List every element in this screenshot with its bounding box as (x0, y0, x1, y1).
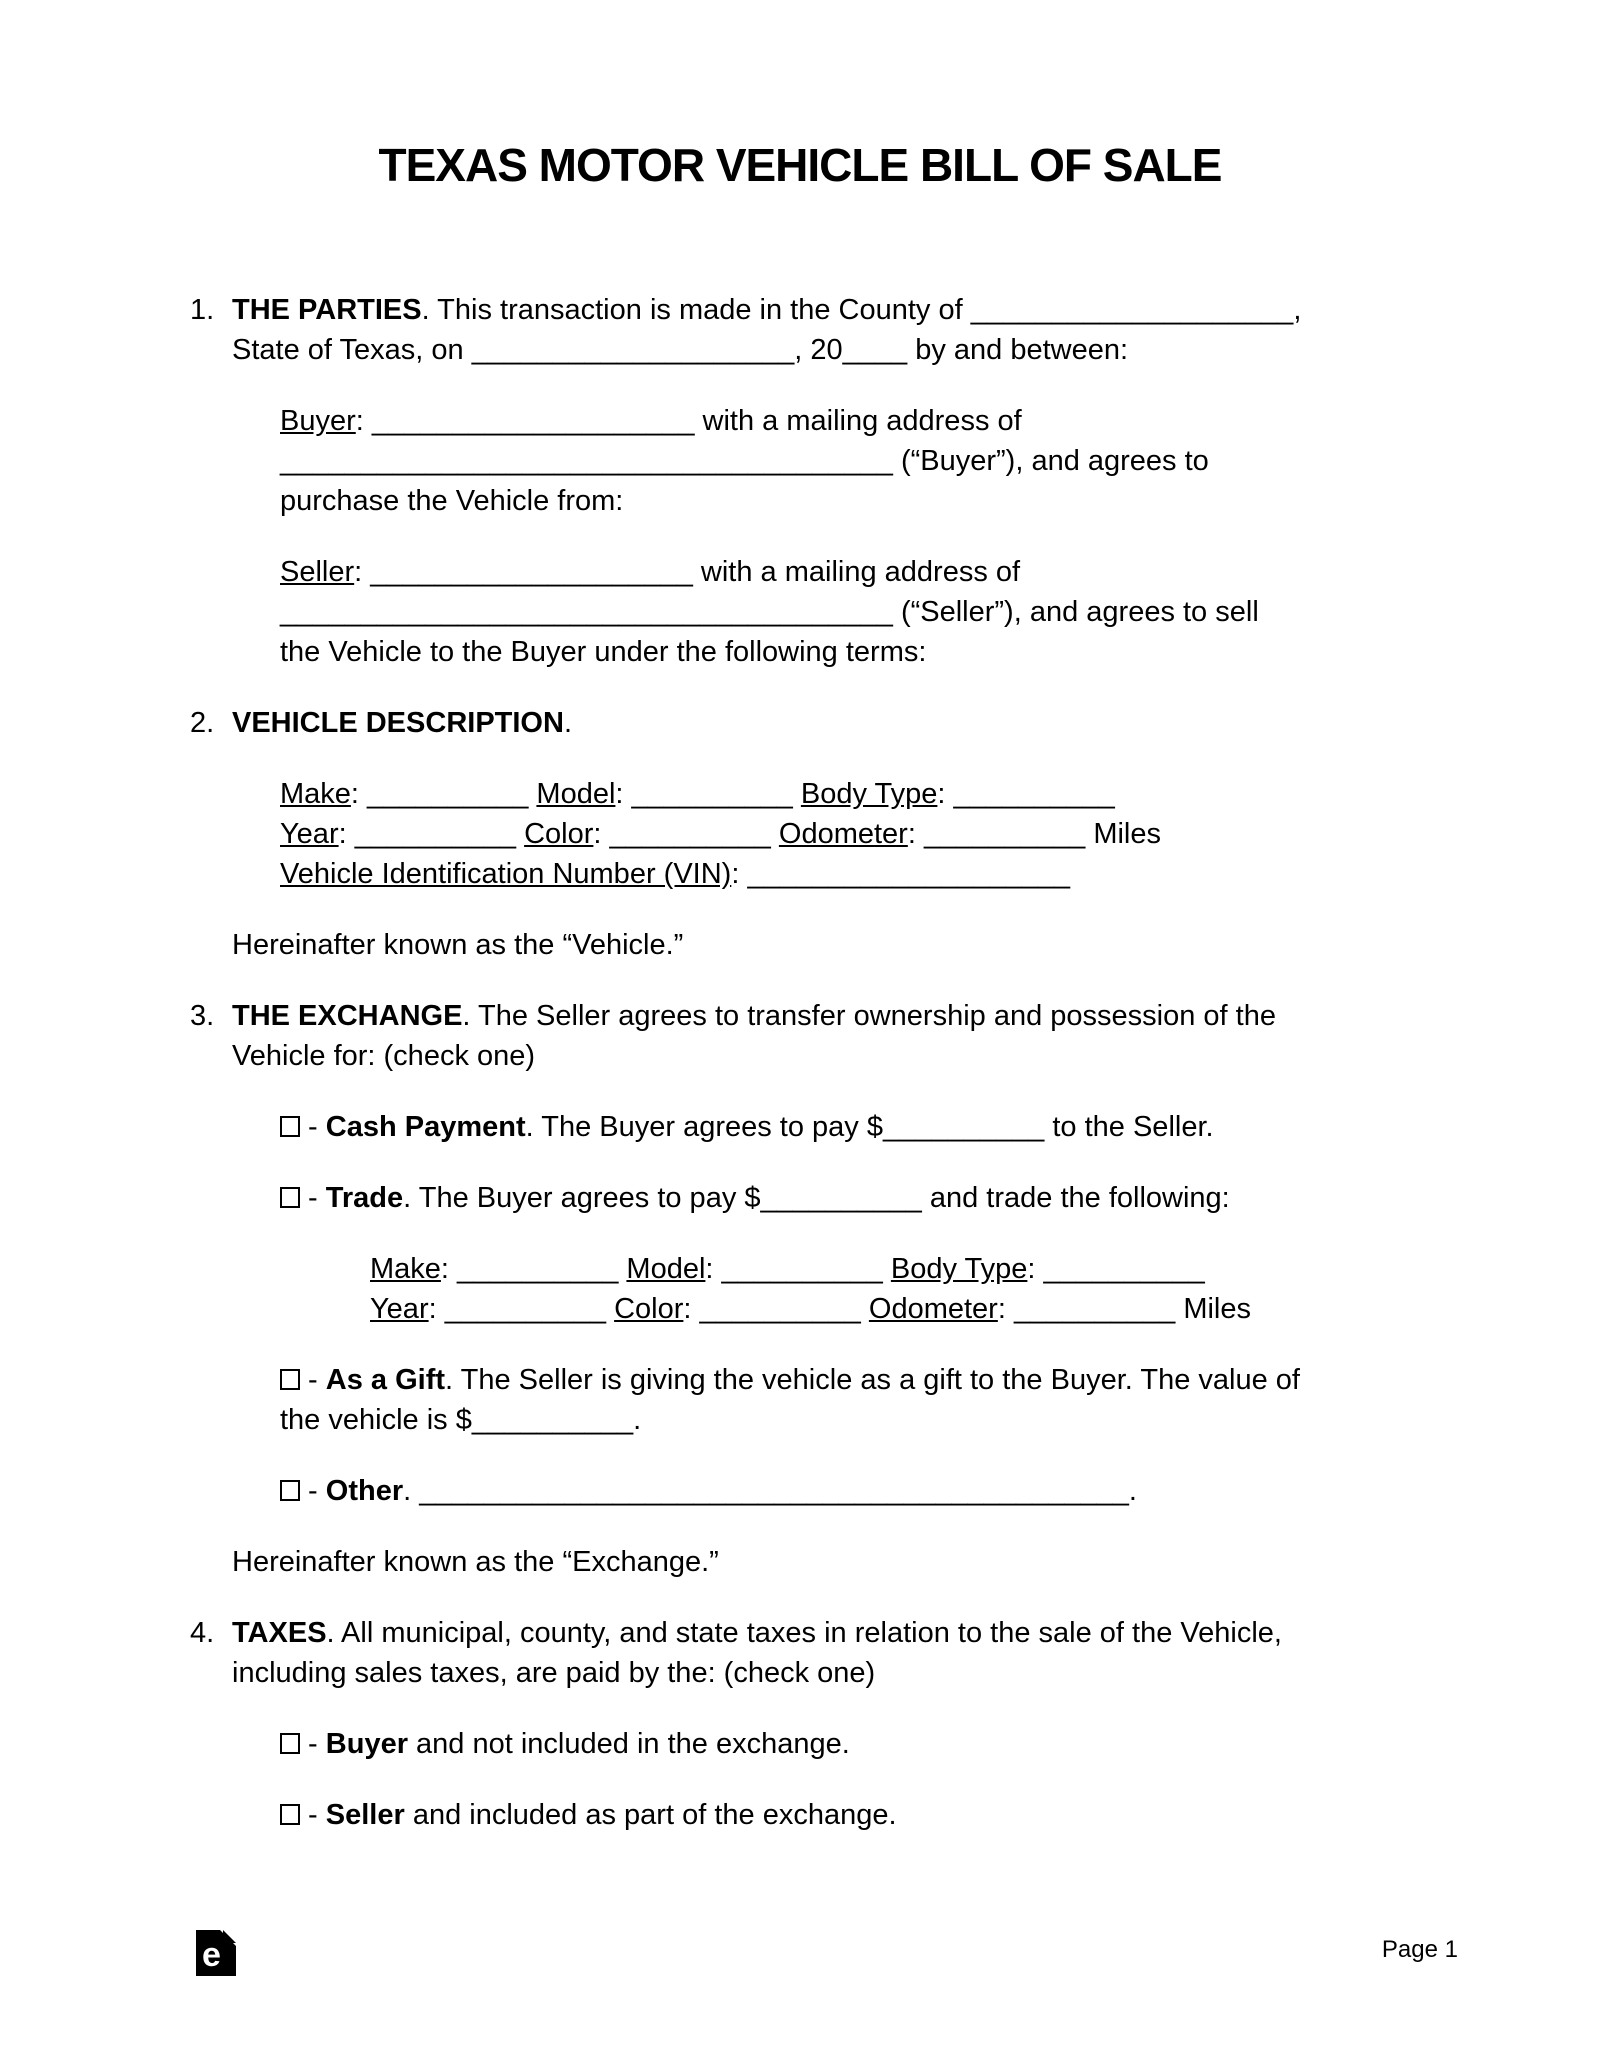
text-run: Cash Payment (325, 1111, 526, 1143)
blank-field: ______________________________________ (280, 445, 893, 477)
text-line (280, 592, 1450, 632)
text-run: and trade the following: (921, 1182, 1230, 1214)
blank-field: __________ (760, 1182, 922, 1214)
text-run: : (937, 778, 954, 810)
text-run: . (633, 1404, 642, 1436)
text-run: Seller (325, 1799, 405, 1831)
text-run: with a mailing address of (692, 556, 1021, 588)
text-line (280, 1178, 1450, 1218)
blank-field: ____________________ (471, 334, 795, 366)
buyer-paragraph (280, 401, 1450, 521)
text-run: : (440, 1253, 458, 1285)
text-run: : (705, 1253, 722, 1285)
text-line (232, 703, 1450, 743)
text-line (280, 1795, 1450, 1835)
blank-field: ____________________________________________ (419, 1475, 1129, 1507)
text-run: Model (626, 1253, 706, 1285)
text-run: - (300, 1799, 326, 1831)
section-text (232, 1613, 1450, 1693)
text-line (280, 481, 1450, 521)
text-line (280, 814, 1450, 854)
text-line (232, 925, 1450, 965)
blank-field: __________ (953, 778, 1115, 810)
text-run: . The Buyer agrees to pay $ (525, 1111, 883, 1143)
text-run: Body Type (800, 778, 938, 810)
text-run: - (300, 1364, 326, 1396)
text-line (232, 290, 1450, 330)
checkbox[interactable] (280, 1116, 300, 1137)
text-line (280, 854, 1450, 894)
section-1-the-parties (190, 290, 1450, 370)
text-line (280, 774, 1450, 814)
blank-field: __________ (923, 818, 1086, 850)
text-run: Miles (1085, 818, 1161, 850)
text-run: : (731, 858, 748, 890)
text-run: Hereinafter known as the “Exchange.” (232, 1546, 719, 1578)
section-number: 4. (190, 1617, 215, 1649)
logo-fold-icon (223, 1930, 236, 1943)
seller-paragraph (280, 552, 1450, 672)
text-run: Model (536, 778, 616, 810)
blank-field: __________ (721, 1253, 883, 1285)
text-run: , 20 (794, 334, 843, 366)
text-run: - (300, 1475, 326, 1507)
text-run: - (300, 1182, 326, 1214)
text-run: . The Buyer agrees to pay $ (403, 1182, 761, 1214)
text-run: : (354, 556, 371, 588)
text-run: State of Texas, on (232, 334, 472, 366)
section-3-the-exchange (190, 996, 1450, 1076)
text-line (280, 1360, 1450, 1400)
text-run: . This transaction is made in the County of (421, 294, 971, 326)
text-run: Trade (325, 1182, 404, 1214)
taxes-buyer-option (280, 1724, 1450, 1764)
text-line (232, 996, 1450, 1036)
blank-field: ______________________________________ (280, 596, 893, 628)
text-line (370, 1249, 1450, 1289)
text-run: . All municipal, county, and state taxes in relation to the sale of the Vehicle, (326, 1617, 1282, 1649)
text-run: : (338, 818, 355, 850)
blank-field: __________ (1043, 1253, 1205, 1285)
text-run: THE EXCHANGE (232, 1000, 463, 1032)
text-line (280, 632, 1450, 672)
blank-field: __________ (699, 1293, 861, 1325)
page-number: Page 1 (1381, 1936, 1458, 1963)
text-run: : (1027, 1253, 1044, 1285)
text-run: Other (325, 1475, 404, 1507)
text-run: Hereinafter known as the “Vehicle.” (232, 929, 684, 961)
checkbox[interactable] (280, 1369, 300, 1390)
text-line (280, 1400, 1450, 1440)
text-run: : (350, 778, 368, 810)
text-line (280, 1471, 1450, 1511)
text-run: TAXES (232, 1617, 327, 1649)
blank-field: __________ (457, 1253, 619, 1285)
text-run: : (428, 1293, 445, 1325)
text-run: Odometer (868, 1293, 998, 1325)
eforms-logo (196, 1930, 236, 1976)
text-run: Color (614, 1293, 684, 1325)
text-run: Miles (1175, 1293, 1251, 1325)
blank-field: __________ (1013, 1293, 1176, 1325)
checkbox[interactable] (280, 1187, 300, 1208)
text-line (280, 441, 1450, 481)
text-run: Year (370, 1293, 429, 1325)
text-run: Buyer (325, 1728, 408, 1760)
checkbox[interactable] (280, 1733, 300, 1754)
section-number: 3. (190, 1000, 215, 1032)
text-run (771, 818, 779, 850)
blank-field: __________ (883, 1111, 1045, 1143)
text-run: . (1128, 1475, 1137, 1507)
text-run: . The Seller agrees to transfer ownership and possession of the (462, 1000, 1276, 1032)
text-run: - (300, 1111, 326, 1143)
section-4-taxes (190, 1613, 1450, 1693)
section-number: 1. (190, 294, 215, 326)
text-line (232, 330, 1450, 370)
text-run: Year (280, 818, 339, 850)
text-run: . (403, 1475, 420, 1507)
text-run: Make (280, 778, 351, 810)
text-run: Vehicle for: (check one) (232, 1040, 536, 1072)
text-line (280, 552, 1450, 592)
blank-field: __________ (631, 778, 793, 810)
checkbox[interactable] (280, 1804, 300, 1825)
other-option (280, 1471, 1450, 1511)
blank-field: __________ (444, 1293, 607, 1325)
text-run: Odometer (778, 818, 908, 850)
taxes-seller-option (280, 1795, 1450, 1835)
text-run: As a Gift (325, 1364, 446, 1396)
text-run: and included as part of the exchange. (404, 1799, 897, 1831)
text-run: (“Seller”), and agrees to sell (892, 596, 1259, 628)
text-run: - (300, 1728, 326, 1760)
text-run: : (997, 1293, 1014, 1325)
logo-letter: e (202, 1936, 221, 1974)
text-run: VEHICLE DESCRIPTION (232, 707, 564, 739)
text-run: : (683, 1293, 700, 1325)
blank-field: __________ (471, 1404, 634, 1436)
text-run: : (355, 405, 372, 437)
text-run: , (1293, 294, 1302, 326)
section-number: 2. (190, 707, 215, 739)
text-run (793, 778, 801, 810)
text-run: Buyer (280, 405, 356, 437)
document-body (0, 290, 1600, 1835)
trade-vehicle-fields (370, 1249, 1450, 1329)
blank-field: ____________________ (970, 294, 1294, 326)
text-run (861, 1293, 869, 1325)
text-run (883, 1253, 891, 1285)
blank-field: __________ (367, 778, 529, 810)
text-run: purchase the Vehicle from: (280, 485, 624, 517)
text-line (280, 1724, 1450, 1764)
checkbox[interactable] (280, 1480, 300, 1501)
cash-payment-option (280, 1107, 1450, 1147)
vehicle-definition (232, 925, 1450, 965)
text-run: Body Type (890, 1253, 1028, 1285)
text-line (370, 1289, 1450, 1329)
section-text (232, 996, 1450, 1076)
text-run: Color (524, 818, 594, 850)
text-run: (“Buyer”), and agrees to (892, 445, 1209, 477)
exchange-definition (232, 1542, 1450, 1582)
section-text (232, 290, 1450, 370)
text-run: with a mailing address of (694, 405, 1022, 437)
blank-field: ____________________ (371, 405, 695, 437)
text-line (232, 1036, 1450, 1076)
text-run: and not included in the exchange. (407, 1728, 850, 1760)
text-run: by and between: (907, 334, 1129, 366)
vehicle-description-fields (280, 774, 1450, 894)
text-run: Vehicle Identification Number (VIN) (280, 858, 732, 890)
text-run: . The Seller is giving the vehicle as a gift to the Buyer. The value of (445, 1364, 1300, 1396)
text-run: : (615, 778, 632, 810)
text-line (232, 1653, 1450, 1693)
section-text (232, 703, 1450, 743)
text-run: . (563, 707, 572, 739)
text-run: Seller (280, 556, 355, 588)
trade-option (280, 1178, 1450, 1218)
blank-field: ____________________ (370, 556, 693, 588)
text-run: to the Seller. (1044, 1111, 1214, 1143)
blank-field: __________ (354, 818, 517, 850)
text-run: including sales taxes, are paid by the: (check one) (232, 1657, 876, 1689)
document-title: TEXAS MOTOR VEHICLE BILL OF SALE (378, 139, 1222, 191)
text-run: the vehicle is $ (280, 1404, 472, 1436)
text-run: : (593, 818, 610, 850)
text-line (280, 1107, 1450, 1147)
text-run: : (907, 818, 924, 850)
blank-field: __________ (609, 818, 771, 850)
text-run: the Vehicle to the Buyer under the following terms: (280, 636, 927, 668)
text-line (280, 401, 1450, 441)
text-line (232, 1613, 1450, 1653)
text-run: Make (370, 1253, 441, 1285)
text-run (516, 818, 524, 850)
text-run (606, 1293, 614, 1325)
gift-option (280, 1360, 1450, 1440)
text-line (232, 1542, 1450, 1582)
text-run: THE PARTIES (232, 294, 422, 326)
section-2-vehicle-description (190, 703, 1450, 743)
blank-field: ____ (842, 334, 908, 366)
blank-field: ____________________ (747, 858, 1071, 890)
